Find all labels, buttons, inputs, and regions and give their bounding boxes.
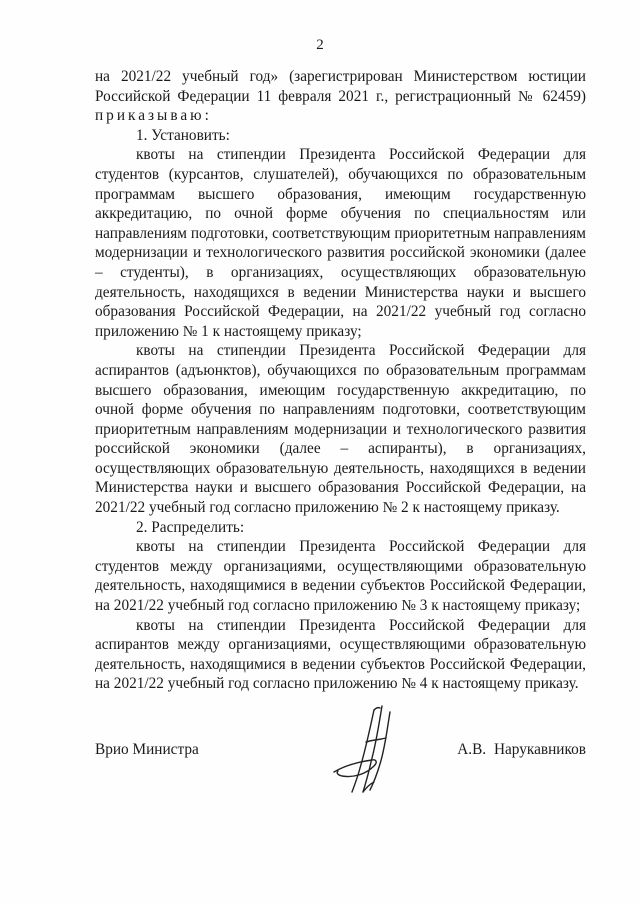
signatory-name: А.В. Нарукавников bbox=[457, 741, 586, 758]
section-2-heading: 2. Распределить: bbox=[136, 518, 245, 536]
document-body bbox=[95, 67, 586, 694]
order-command: приказываю: bbox=[95, 107, 212, 125]
intro-text: на 2021/22 учебный год» (зарегистрирован Министерством юстиции Российской Федерации 11 февраля 2021 г., регистрационный № 62459) bbox=[95, 68, 586, 105]
signature-block bbox=[95, 740, 586, 760]
section-1-item-postgraduates: квоты на стипендии Президента Российской Федерации для аспирантов (адъюнктов), обучающихся по образовательным программам высшего образования, имеющим государственную аккредитацию, по очной форме обучения по направлениям подготовки, соответствующим приоритетным направлениям модернизации и технологического развития российской экономики (далее – аспиранты), в организациях, осуществляющих образовательную деятельность, находящихся в ведении Министерства науки и высшего образования Российской Федерации, на 2021/22 учебный год согласно приложению № 2 к настоящему приказу. bbox=[95, 342, 586, 517]
section-1-heading: 1. Установить: bbox=[136, 126, 230, 144]
section-2-item-postgraduates: квоты на стипендии Президента Российской Федерации для аспирантов между организациями, осуществляющими образовательную деятельность, находящимися в ведении субъектов Российской Федерации, на 2021/22 учебный год согласно приложению № 4 к настоящему приказу. bbox=[95, 616, 586, 693]
section-2-item-students: квоты на стипендии Президента Российской Федерации для студентов между организациями, осуществляющими образовательную деятельность, находящимися в ведении субъектов Российской Федерации, на 2021/22 учебный год согласно приложению № 3 к настоящему приказу; bbox=[95, 538, 586, 615]
page-number: 2 bbox=[316, 37, 324, 53]
intro-paragraph bbox=[95, 67, 586, 126]
section-1-item-students: квоты на стипендии Президента Российской Федерации для студентов (курсантов, слушателей), обучающихся по образовательным программам высшего образования, имеющим государственную аккредитацию, по очной форме обучения по специальностям или направлениям подготовки, соответствующим приоритетным направлениям модернизации и технологического развития российской экономики (далее – студенты), в организациях, осуществляющих образовательную деятельность, находящихся в ведении Министерства науки и высшего образования Российской Федерации, на 2021/22 учебный год согласно приложению № 1 к настоящему приказу; bbox=[95, 146, 586, 340]
signatory-role: Врио Министра bbox=[95, 741, 199, 758]
